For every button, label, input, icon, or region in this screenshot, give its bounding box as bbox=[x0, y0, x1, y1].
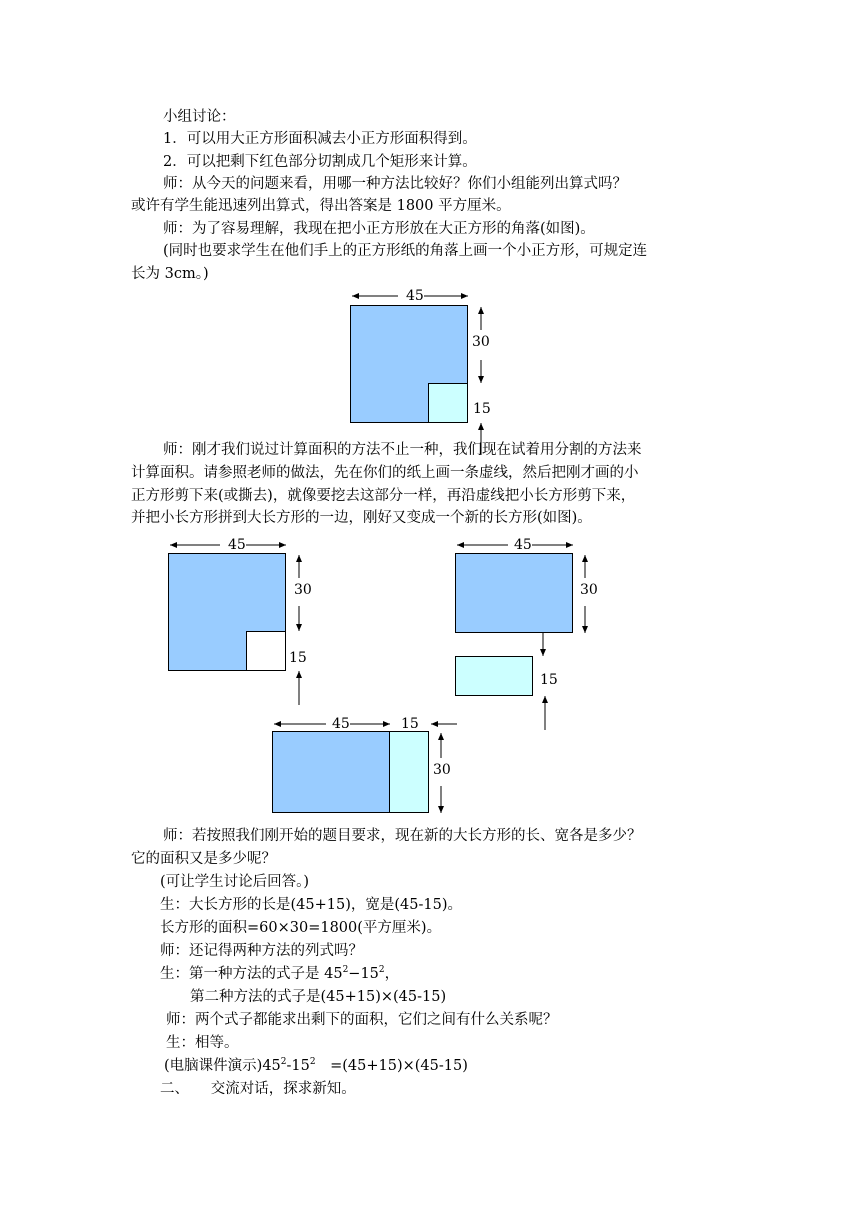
fig2-width-label: 30 bbox=[294, 582, 312, 598]
fig4-small-label: 15 bbox=[401, 716, 419, 732]
fig3-width-label: 30 bbox=[580, 582, 598, 598]
teacher-split-d: 并把小长方形拼到大长方形的一边，刚好又变成一个新的长方形(如图)。 bbox=[131, 510, 592, 526]
section-two-heading: 二、 交流对话，探求新知。 bbox=[160, 1081, 356, 1097]
rectangle-area: 长方形的面积=60×30=1800(平方厘米)。 bbox=[160, 920, 442, 936]
instruction-b: 长为 3cm。) bbox=[131, 266, 209, 282]
demo-formula: (电脑课件演示)$45^2-15^2$ =(45+15)×(45-15) bbox=[164, 1057, 468, 1074]
fig1-width-label: 30 bbox=[472, 334, 490, 350]
teacher-question-2a: 师：若按照我们刚开始的题目要求，现在新的大长方形的长、宽各是多少？ bbox=[163, 828, 642, 844]
teacher-question-2b: 它的面积又是多少呢？ bbox=[131, 851, 276, 867]
fig2-length-label: 45 bbox=[228, 537, 246, 553]
teacher-corner: 师：为了容易理解，我现在把小正方形放在大正方形的角落(如图)。 bbox=[163, 221, 595, 237]
student-length-width: 生：大长方形的长是(45+15)，宽是(45-15)。 bbox=[160, 897, 462, 913]
teacher-split-b: 计算面积。请参照老师的做法，先在你们的纸上画一条虚线，然后把刚才画的小 bbox=[131, 465, 639, 481]
student-formula-1: 生：第一种方法的式子是 $45^2-15^2$， bbox=[160, 965, 400, 982]
student-equal: 生：相等。 bbox=[166, 1035, 239, 1051]
fig4-width-label: 30 bbox=[433, 762, 451, 778]
discussion-heading: 小组讨论： bbox=[163, 109, 236, 125]
student-answer-1: 或许有学生能迅速列出算式，得出答案是 1800 平方厘米。 bbox=[131, 198, 511, 214]
fig1-small-label: 15 bbox=[473, 401, 491, 417]
teacher-question-1: 师：从今天的问题来看，用哪一种方法比较好？你们小组能列出算式吗？ bbox=[163, 176, 627, 192]
fig2-small-label: 15 bbox=[289, 650, 307, 666]
teacher-split-c: 正方形剪下来(或撕去)，就像要挖去这部分一样，再沿虚线把小长方形剪下来， bbox=[131, 488, 636, 504]
method-two: 2．可以把剩下红色部分切割成几个矩形来计算。 bbox=[163, 154, 477, 170]
teacher-split-a: 师：刚才我们说过计算面积的方法不止一种，我们现在试着用分割的方法来 bbox=[163, 442, 642, 458]
fig4-length-label: 45 bbox=[332, 716, 350, 732]
method-one: 1．可以用大正方形面积减去小正方形面积得到。 bbox=[163, 131, 477, 147]
discussion-note: (可让学生讨论后回答。) bbox=[160, 874, 310, 890]
student-formula-2: 第二种方法的式子是(45+15)×(45-15) bbox=[190, 989, 447, 1005]
teacher-recall: 师：还记得两种方法的列式吗？ bbox=[160, 943, 363, 959]
instruction-a: (同时也要求学生在他们手上的正方形纸的角落上画一个小正方形，可规定连 bbox=[163, 243, 648, 259]
teacher-relation: 师：两个式子都能求出剩下的面积，它们之间有什么关系呢？ bbox=[166, 1012, 558, 1028]
fig3-small-label: 15 bbox=[540, 672, 558, 688]
fig1-length-label: 45 bbox=[406, 288, 424, 304]
fig3-length-label: 45 bbox=[514, 537, 532, 553]
